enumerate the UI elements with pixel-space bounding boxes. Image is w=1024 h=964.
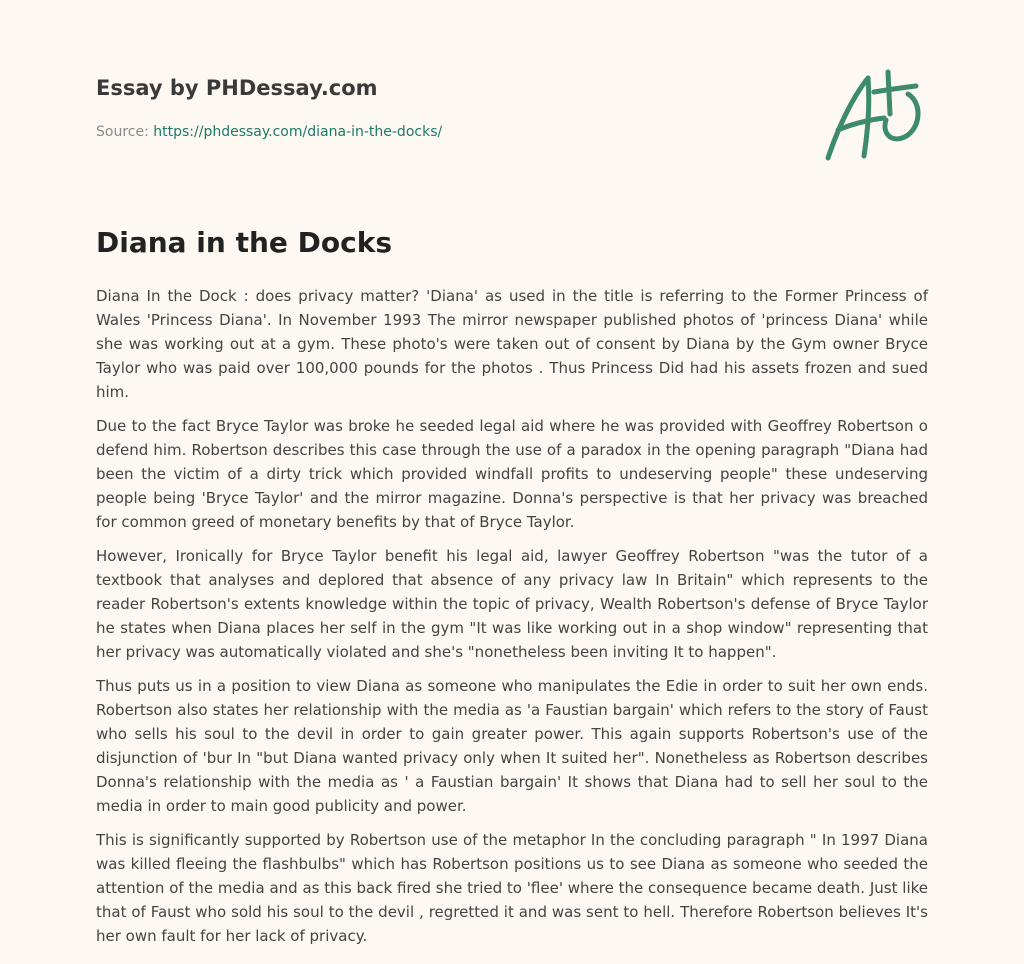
a-plus-logo-icon — [824, 66, 928, 166]
essay-paragraph: This is significantly supported by Robertson use of the metaphor In the concluding paragraph " In 1997 Diana was killed fleeing the flashbulbs" which has Robertson positions us to see Diana as someone who seeded the attention of the media and as this back fired she tried to 'flee' where the consequence became death. Just like that of Faust who sold his soul to the devil , regretted it and was sent to hell. Therefore Robertson believes It's her own fault for her lack of privacy. — [96, 831, 928, 945]
source-label: Source: — [96, 124, 149, 140]
essay-body — [96, 284, 928, 958]
essay-paragraph: However, Ironically for Bryce Taylor benefit his legal aid, lawyer Geoffrey Robertson "was the tutor of a textbook that analyses and deplored that absence of any privacy law In Britain" which represents to the reader Robertson's extents knowledge within the topic of privacy, Wealth Robertson's defense of Bryce Taylor he states when Diana places her self in the gym "It was like working out in a shop window" representing that her privacy was automatically violated and she's "nonetheless been inviting It to happen". — [96, 547, 928, 661]
source-line — [96, 124, 442, 140]
site-title: Essay by PHDessay.com — [96, 76, 378, 100]
essay-paragraph: Due to the fact Bryce Taylor was broke he seeded legal aid where he was provided with Geoffrey Robertson o defend him. Robertson describes this case through the use of a paradox in the opening paragraph "Diana had been the victim of a dirty trick which provided windfall profits to undeserving people" these undeserving people being 'Bryce Taylor' and the mirror magazine. Donna's perspective is that her privacy was breached for common greed of monetary benefits by that of Bryce Taylor. — [96, 417, 928, 531]
source-link[interactable]: https://phdessay.com/diana-in-the-docks/ — [153, 124, 443, 140]
essay-title: Diana in the Docks — [96, 226, 393, 259]
essay-paragraph: Thus puts us in a position to view Diana as someone who manipulates the Edie in order to suit her own ends. Robertson also states her relationship with the media as 'a Faustian bargain' which refers to the story of Faust who sells his soul to the devil in order to gain greater power. This again supports Robertson's use of the disjunction of 'bur In "but Diana wanted privacy only when It suited her". Nonetheless as Robertson describes Donna's relationship with the media as ' a Faustian bargain' It shows that Diana had to sell her soul to the media in order to main good publicity and power. — [96, 677, 928, 815]
essay-paragraph: Diana In the Dock : does privacy matter? 'Diana' as used in the title is referring to the Former Princess of Wales 'Princess Diana'. In November 1993 The mirror newspaper published photos of 'princess Diana' while she was working out at a gym. These photo's were taken out of consent by Diana by the Gym owner Bryce Taylor who was paid over 100,000 pounds for the photos . Thus Princess Did had his assets frozen and sued him. — [96, 287, 928, 401]
